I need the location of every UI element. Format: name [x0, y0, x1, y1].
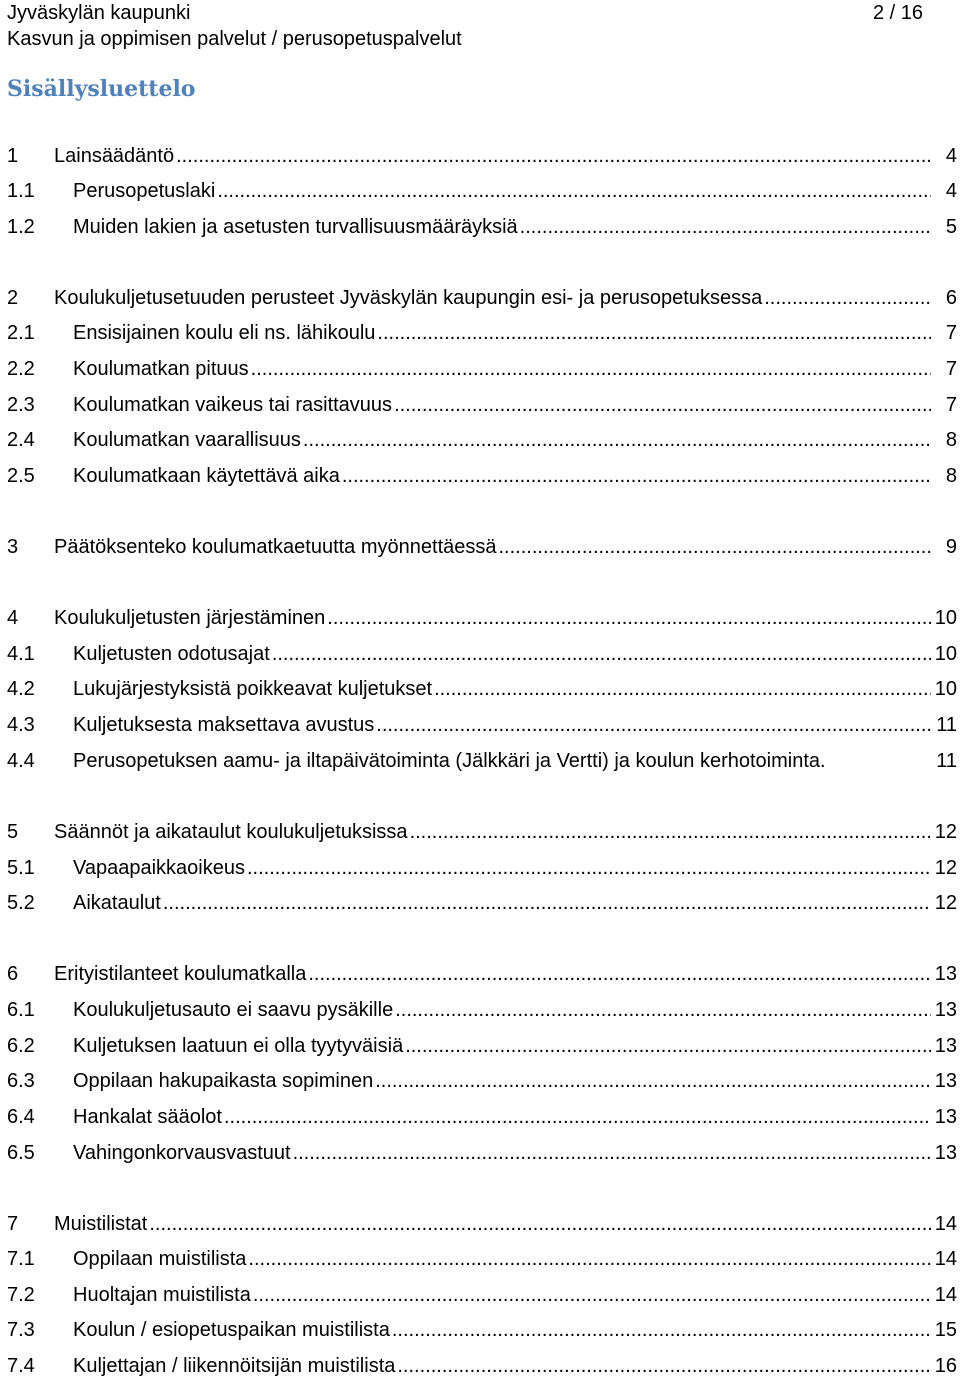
toc-entry-page: 10: [934, 643, 957, 665]
toc-entry-number: 7.1: [7, 1248, 35, 1270]
toc-entry-page: 10: [934, 678, 957, 700]
toc-entry[interactable]: [7, 532, 957, 562]
toc-entry-number: 7.3: [7, 1319, 35, 1341]
toc-entry-label: Perusopetuslaki: [73, 180, 216, 202]
toc-leader-dots: [303, 425, 931, 455]
toc-entry-number: 6.1: [7, 999, 35, 1021]
toc-entry-page: 15: [934, 1319, 957, 1341]
toc-entry[interactable]: [7, 390, 957, 420]
toc-entry-label: Perusopetuksen aamu- ja iltapäivätoiminta (Jälkkäri ja Vertti) ja koulun kerhotoiminta.: [73, 750, 826, 772]
toc-entry[interactable]: [7, 1244, 957, 1274]
toc-entry[interactable]: [7, 318, 957, 348]
header-organization: Jyväskylän kaupunki: [7, 2, 191, 24]
toc-entry-label: Säännöt ja aikataulut koulukuljetuksissa: [54, 821, 408, 843]
toc-entry-label: Hankalat sääolot: [73, 1106, 222, 1128]
toc-entry-page: 12: [934, 857, 957, 879]
toc-entry-page: 13: [934, 1035, 957, 1057]
toc-entry-page: 6: [945, 287, 957, 309]
toc-entry[interactable]: [7, 1280, 957, 1310]
toc-leader-dots: [224, 1102, 931, 1132]
toc-entry-label: Aikataulut: [73, 892, 161, 914]
toc-entry[interactable]: [7, 176, 957, 206]
toc-entry-page: 5: [945, 216, 957, 238]
toc-leader-dots: [248, 1244, 931, 1274]
toc-entry-label: Kuljetusten odotusajat: [73, 643, 270, 665]
toc-entry[interactable]: [7, 141, 957, 171]
toc-entry-page: 13: [934, 1142, 957, 1164]
toc-entry-number: 2: [7, 287, 19, 309]
toc-entry-page: 13: [934, 1106, 957, 1128]
toc-entry-number: 2.5: [7, 465, 35, 487]
toc-entry-number: 5.2: [7, 892, 35, 914]
toc-entry-number: 4.4: [7, 750, 35, 772]
toc-entry[interactable]: [7, 461, 957, 491]
toc-entry[interactable]: [7, 1031, 957, 1061]
toc-entry-page: 12: [934, 892, 957, 914]
toc-entry-page: 8: [945, 429, 957, 451]
toc-entry-number: 7.4: [7, 1355, 35, 1377]
toc-leader-dots: [392, 1315, 931, 1345]
toc-entry-page: 11: [936, 750, 957, 772]
toc-entry-page: 13: [934, 1070, 957, 1092]
toc-entry[interactable]: [7, 1102, 957, 1132]
toc-entry[interactable]: [7, 817, 957, 847]
toc-leader-dots: [149, 1209, 931, 1239]
toc-entry[interactable]: [7, 283, 957, 313]
toc-entry-number: 4: [7, 607, 19, 629]
header-top-row: [7, 0, 927, 26]
toc-entry[interactable]: [7, 603, 957, 633]
toc-entry-label: Lukujärjestyksistä poikkeavat kuljetukset: [73, 678, 433, 700]
toc-entry[interactable]: [7, 1209, 957, 1239]
toc-leader-dots: [342, 461, 931, 491]
toc-entry-number: 4.1: [7, 643, 35, 665]
toc-entry-number: 6.4: [7, 1106, 35, 1128]
toc-leader-dots: [394, 390, 931, 420]
toc-entry-page: 16: [934, 1355, 957, 1377]
toc-entry-label: Koulumatkan pituus: [73, 358, 249, 380]
toc-entry-page: 14: [934, 1284, 957, 1306]
toc-entry-label: Oppilaan hakupaikasta sopiminen: [73, 1070, 374, 1092]
header-bottom-row: [7, 26, 927, 52]
toc-entry-number: 2.1: [7, 322, 35, 344]
toc-leader-dots: [764, 283, 931, 313]
toc-entry[interactable]: [7, 354, 957, 384]
toc-leader-dots: [397, 1351, 931, 1381]
toc-entry-number: 6.2: [7, 1035, 35, 1057]
toc-entry[interactable]: [7, 1315, 957, 1345]
toc-entry-label: Vahingonkorvausvastuut: [73, 1142, 291, 1164]
toc-entry-page: 4: [945, 145, 957, 167]
toc-entry-label: Kuljetuksesta maksettava avustus: [73, 714, 375, 736]
toc-entry-label: Muiden lakien ja asetusten turvallisuusmääräyksiä: [73, 216, 518, 238]
toc-leader-dots: [247, 853, 931, 883]
toc-entry[interactable]: [7, 1351, 957, 1381]
toc-entry[interactable]: [7, 674, 957, 704]
toc-entry[interactable]: [7, 425, 957, 455]
toc-entry-label: Kuljetuksen laatuun ei olla tyytyväisiä: [73, 1035, 404, 1057]
toc-entry-page: 8: [945, 465, 957, 487]
toc-entry[interactable]: [7, 212, 957, 242]
toc-leader-dots: [308, 959, 931, 989]
toc-leader-dots: [176, 141, 931, 171]
toc-entry-label: Muistilistat: [54, 1213, 148, 1235]
toc-entry-page: 11: [936, 714, 957, 736]
toc-entry-page: 14: [934, 1248, 957, 1270]
toc-entry-label: Oppilaan muistilista: [73, 1248, 247, 1270]
toc-entry-page: 13: [934, 963, 957, 985]
toc-entry-number: 3: [7, 536, 19, 558]
toc-leader-dots: [520, 212, 931, 242]
toc-entry-number: 6.3: [7, 1070, 35, 1092]
toc-entry[interactable]: [7, 639, 957, 669]
toc-leader-dots: [499, 532, 932, 562]
toc-leader-dots: [376, 710, 931, 740]
toc-leader-dots: [253, 1280, 931, 1310]
toc-entry[interactable]: [7, 746, 957, 776]
toc-entry[interactable]: [7, 853, 957, 883]
toc-entry-label: Koulukuljetusauto ei saavu pysäkille: [73, 999, 394, 1021]
toc-entry-number: 6.5: [7, 1142, 35, 1164]
toc-leader-dots: [163, 888, 931, 918]
toc-entry-number: 5: [7, 821, 19, 843]
toc-entry-page: 9: [945, 536, 957, 558]
toc-entry-page: 12: [934, 821, 957, 843]
toc-entry-number: 1.1: [7, 180, 35, 202]
toc-entry-page: 7: [945, 358, 957, 380]
toc-leader-dots: [434, 674, 931, 704]
toc-entry-number: 5.1: [7, 857, 35, 879]
toc-title: Sisällysluettelo: [7, 76, 196, 102]
header-page-number: 2 / 16: [872, 2, 923, 24]
toc-entry-label: Koulukuljetusetuuden perusteet Jyväskylän kaupungin esi- ja perusopetuksessa: [54, 287, 763, 309]
toc-entry-label: Koulukuljetusten järjestäminen: [54, 607, 326, 629]
header-department: Kasvun ja oppimisen palvelut / perusopetuspalvelut: [7, 28, 462, 50]
toc-entry[interactable]: [7, 959, 957, 989]
toc-entry-label: Kuljettajan / liikennöitsijän muistilista: [73, 1355, 396, 1377]
toc-leader-dots: [405, 1031, 931, 1061]
toc-entry-label: Erityistilanteet koulumatkalla: [54, 963, 307, 985]
toc-entry-number: 4.3: [7, 714, 35, 736]
toc-entry[interactable]: [7, 1138, 957, 1168]
toc-entry-label: Lainsäädäntö: [54, 145, 175, 167]
toc-entry-number: 7.2: [7, 1284, 35, 1306]
toc-entry-label: Koulumatkan vaikeus tai rasittavuus: [73, 394, 393, 416]
toc-leader-dots: [217, 176, 931, 206]
toc-leader-dots: [395, 995, 931, 1025]
toc-entry-page: 7: [945, 394, 957, 416]
toc-entry-label: Koulun / esiopetuspaikan muistilista: [73, 1319, 390, 1341]
toc-leader-dots: [410, 817, 931, 847]
page-header: [7, 0, 927, 52]
toc-entry-number: 2.3: [7, 394, 35, 416]
toc-entry-page: 10: [934, 607, 957, 629]
toc-entry-page: 14: [934, 1213, 957, 1235]
toc-entry-page: 7: [945, 322, 957, 344]
toc-entry-page: 4: [945, 180, 957, 202]
toc-leader-dots: [375, 1066, 931, 1096]
toc-entry-page: 13: [934, 999, 957, 1021]
toc-entry-number: 4.2: [7, 678, 35, 700]
toc-entry-number: 7: [7, 1213, 19, 1235]
toc-entry-label: Päätöksenteko koulumatkaetuutta myönnettäessä: [54, 536, 497, 558]
toc-leader-dots: [327, 603, 931, 633]
toc-entry-label: Koulumatkaan käytettävä aika: [73, 465, 340, 487]
toc-leader-dots: [377, 318, 931, 348]
toc-entry[interactable]: [7, 995, 957, 1025]
toc-entry[interactable]: [7, 888, 957, 918]
toc-entry[interactable]: [7, 710, 957, 740]
toc-entry-number: 2.2: [7, 358, 35, 380]
toc-leader-dots: [293, 1138, 931, 1168]
toc-entry-label: Vapaapaikkaoikeus: [73, 857, 245, 879]
toc-entry-label: Ensisijainen koulu eli ns. lähikoulu: [73, 322, 376, 344]
toc-entry-number: 1: [7, 145, 19, 167]
toc-entry[interactable]: [7, 1066, 957, 1096]
toc-entry-label: Koulumatkan vaarallisuus: [73, 429, 301, 451]
toc-entry-number: 2.4: [7, 429, 35, 451]
toc-leader-dots: [251, 354, 931, 384]
toc-entry-label: Huoltajan muistilista: [73, 1284, 251, 1306]
toc-entry-number: 1.2: [7, 216, 35, 238]
toc-entry-number: 6: [7, 963, 19, 985]
toc-leader-dots: [272, 639, 931, 669]
